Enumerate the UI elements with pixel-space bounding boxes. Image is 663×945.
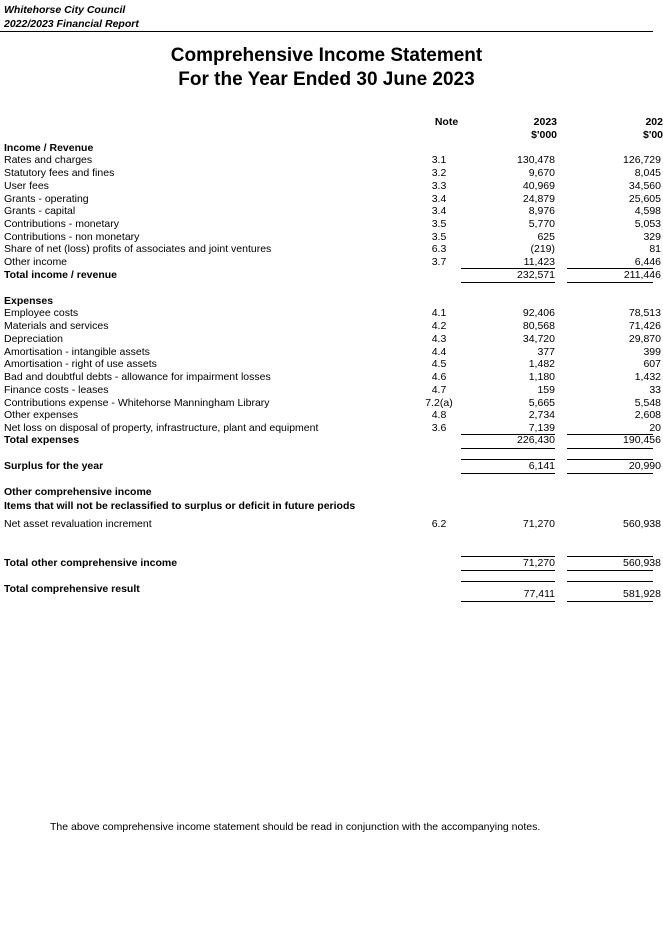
total-rule (461, 473, 555, 474)
organisation-name: Whitehorse City Council (4, 4, 126, 16)
table-row: Contributions - monetary 3.5 5,770 5,053 (4, 218, 661, 230)
table-row: Rates and charges 3.1 130,478 126,729 (4, 154, 661, 166)
total-rule (567, 570, 653, 571)
total-rule (567, 473, 653, 474)
table-row: Share of net (loss) profits of associates and joint ventures 6.3 (219) 81 (4, 243, 661, 255)
table-row: Depreciation 4.3 34,720 29,870 (4, 333, 661, 345)
expenses-heading: Expenses (4, 295, 54, 307)
total-comprehensive-result-label-row: Total comprehensive result (4, 583, 140, 595)
statement-title (0, 44, 653, 92)
total-rule (567, 282, 653, 283)
revaluation-row: Net asset revaluation increment 6.2 71,270 560,938 (4, 518, 661, 530)
note-column-header: Note (434, 116, 459, 128)
table-row: Grants - operating 3.4 24,879 25,605 (4, 193, 661, 205)
year-2022-column-header: 202 $'00 (642, 116, 663, 141)
other-income-heading: Other comprehensive income (4, 486, 152, 498)
total-rule (567, 601, 653, 602)
table-row: Finance costs - leases 4.7 159 33 (4, 384, 661, 396)
table-row: Other expenses 4.8 2,734 2,608 (4, 409, 661, 421)
total-comprehensive-result-row: 77,411 581,928 (523, 588, 661, 600)
table-row: Amortisation - right of use assets 4.5 1,482 607 (4, 358, 661, 370)
report-name: 2022/2023 Financial Report (4, 18, 139, 30)
total-rule (461, 448, 555, 449)
total-rule (461, 581, 555, 582)
table-row: User fees 3.3 40,969 34,560 (4, 180, 661, 192)
table-row: Bad and doubtful debts - allowance for impairment losses 4.6 1,180 1,432 (4, 371, 661, 383)
table-row: Amortisation - intangible assets 4.4 377 399 (4, 346, 661, 358)
table-row: Materials and services 4.2 80,568 71,426 (4, 320, 661, 332)
year-2023-column-header: 2023 $'000 (531, 116, 557, 141)
total-rule (567, 448, 653, 449)
table-row: Contributions - non monetary 3.5 625 329 (4, 231, 661, 243)
total-expenses-row: Total expenses 226,430 190,456 (4, 434, 661, 446)
table-row: Employee costs 4.1 92,406 78,513 (4, 307, 661, 319)
title-line-1: Comprehensive Income Statement (170, 45, 483, 66)
table-row: Contributions expense - Whitehorse Manningham Library 7.2(a) 5,665 5,548 (4, 397, 661, 409)
title-line-2: For the Year Ended 30 June 2023 (178, 69, 475, 90)
total-other-income-row: Total other comprehensive income 71,270 560,938 (4, 557, 661, 569)
total-rule (461, 282, 555, 283)
surplus-row: Surplus for the year 6,141 20,990 (4, 460, 661, 472)
table-row: Grants - capital 3.4 8,976 4,598 (4, 205, 661, 217)
total-rule (461, 601, 555, 602)
table-row: Net loss on disposal of property, infrastructure, plant and equipment 3.6 7,139 20 (4, 422, 661, 434)
other-income-subheading: Items that will not be reclassified to surplus or deficit in future periods (4, 500, 356, 512)
table-row: Statutory fees and fines 3.2 9,670 8,045 (4, 167, 661, 179)
header-rule (0, 31, 653, 32)
footnote: The above comprehensive income statement should be read in conjunction with the accompanying notes. (50, 821, 541, 833)
total-rule (461, 570, 555, 571)
total-rule (567, 581, 653, 582)
total-income-row: Total income / revenue 232,571 211,446 (4, 269, 661, 281)
income-heading: Income / Revenue (4, 142, 94, 154)
report-header (4, 3, 653, 31)
table-row: Other income 3.7 11,423 6,446 (4, 256, 661, 268)
